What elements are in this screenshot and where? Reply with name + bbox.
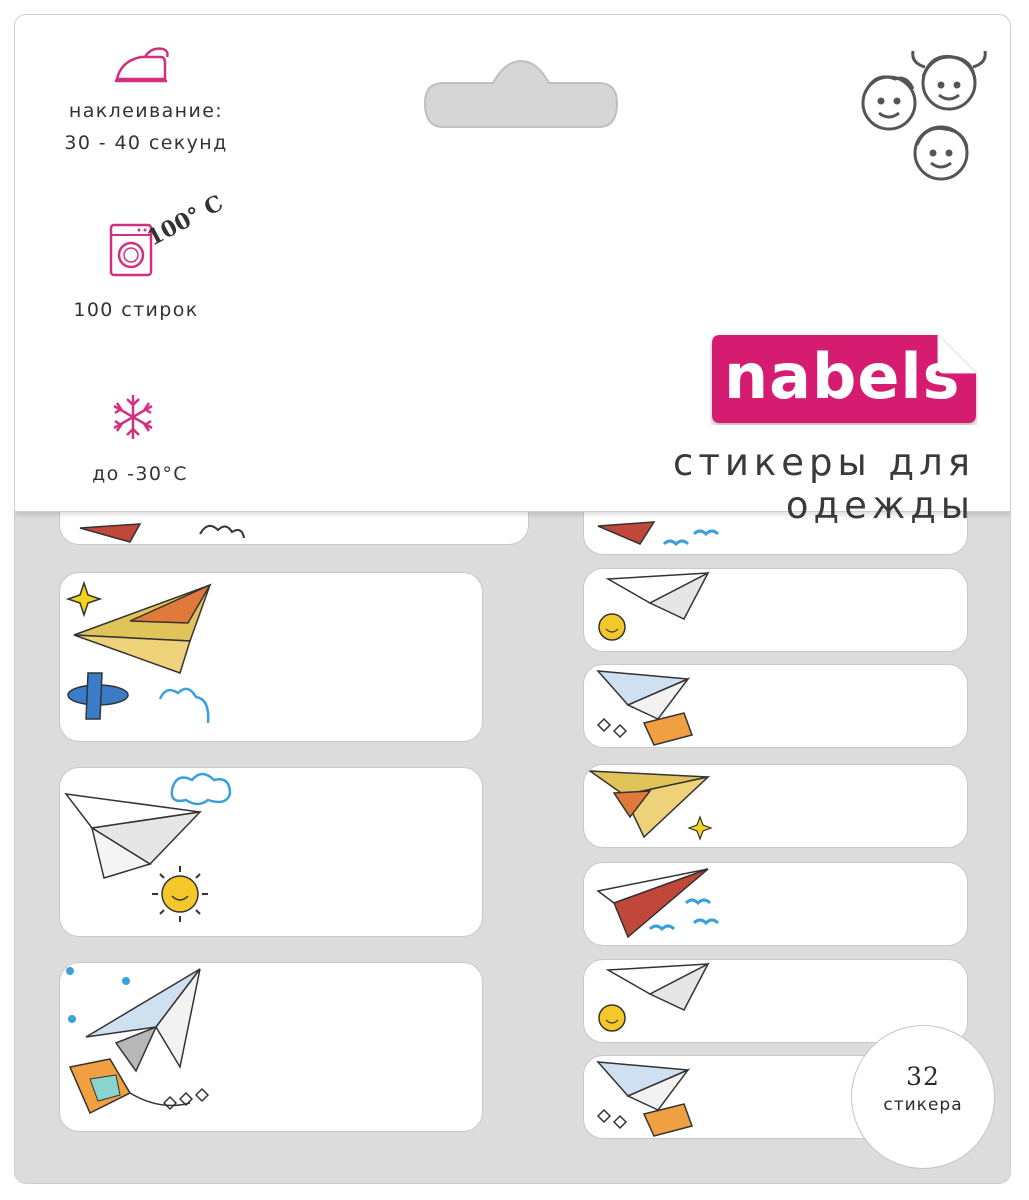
hang-hole xyxy=(423,55,619,131)
kids-faces-icon xyxy=(855,37,995,187)
slogan: стикеры для одежды xyxy=(672,441,975,527)
feature-iron-line1: наклеивание: xyxy=(68,100,224,122)
sticker-label-small xyxy=(583,862,968,946)
iron-icon xyxy=(111,43,173,87)
temperature-badge: 100° C xyxy=(142,189,228,252)
feature-iron-text xyxy=(41,95,251,159)
sticker-count-number: 32 xyxy=(906,1062,940,1091)
brand-name: nabels xyxy=(724,340,961,413)
plane-kite-illustration xyxy=(584,665,968,748)
feature-wash-text: 100 стирок xyxy=(73,299,199,321)
sticker-label-large xyxy=(59,767,483,937)
snowflake-icon xyxy=(109,393,157,441)
sticker-label-large xyxy=(59,962,483,1132)
sticker-sheet xyxy=(14,14,1011,1184)
sticker-label-large xyxy=(59,572,483,742)
plane-birds-illustration xyxy=(584,863,968,946)
plane-sun-illustration xyxy=(584,569,968,652)
sticker-count-word: стикера xyxy=(883,1095,963,1115)
plane-kite-illustration xyxy=(60,963,483,1132)
sticker-count-badge xyxy=(851,1025,995,1169)
header-card xyxy=(15,15,1011,527)
sticker-label-small xyxy=(583,764,968,848)
plane-star-illustration xyxy=(60,573,483,742)
feature-cold-text: до -30°C xyxy=(92,463,188,485)
sticker-label-small xyxy=(583,664,968,748)
feature-iron-line2: 30 - 40 секунд xyxy=(64,132,228,154)
brand-logo xyxy=(710,333,978,425)
plane-sun-illustration xyxy=(60,768,483,937)
plane-star-illustration xyxy=(584,765,968,848)
sticker-label-small xyxy=(583,568,968,652)
